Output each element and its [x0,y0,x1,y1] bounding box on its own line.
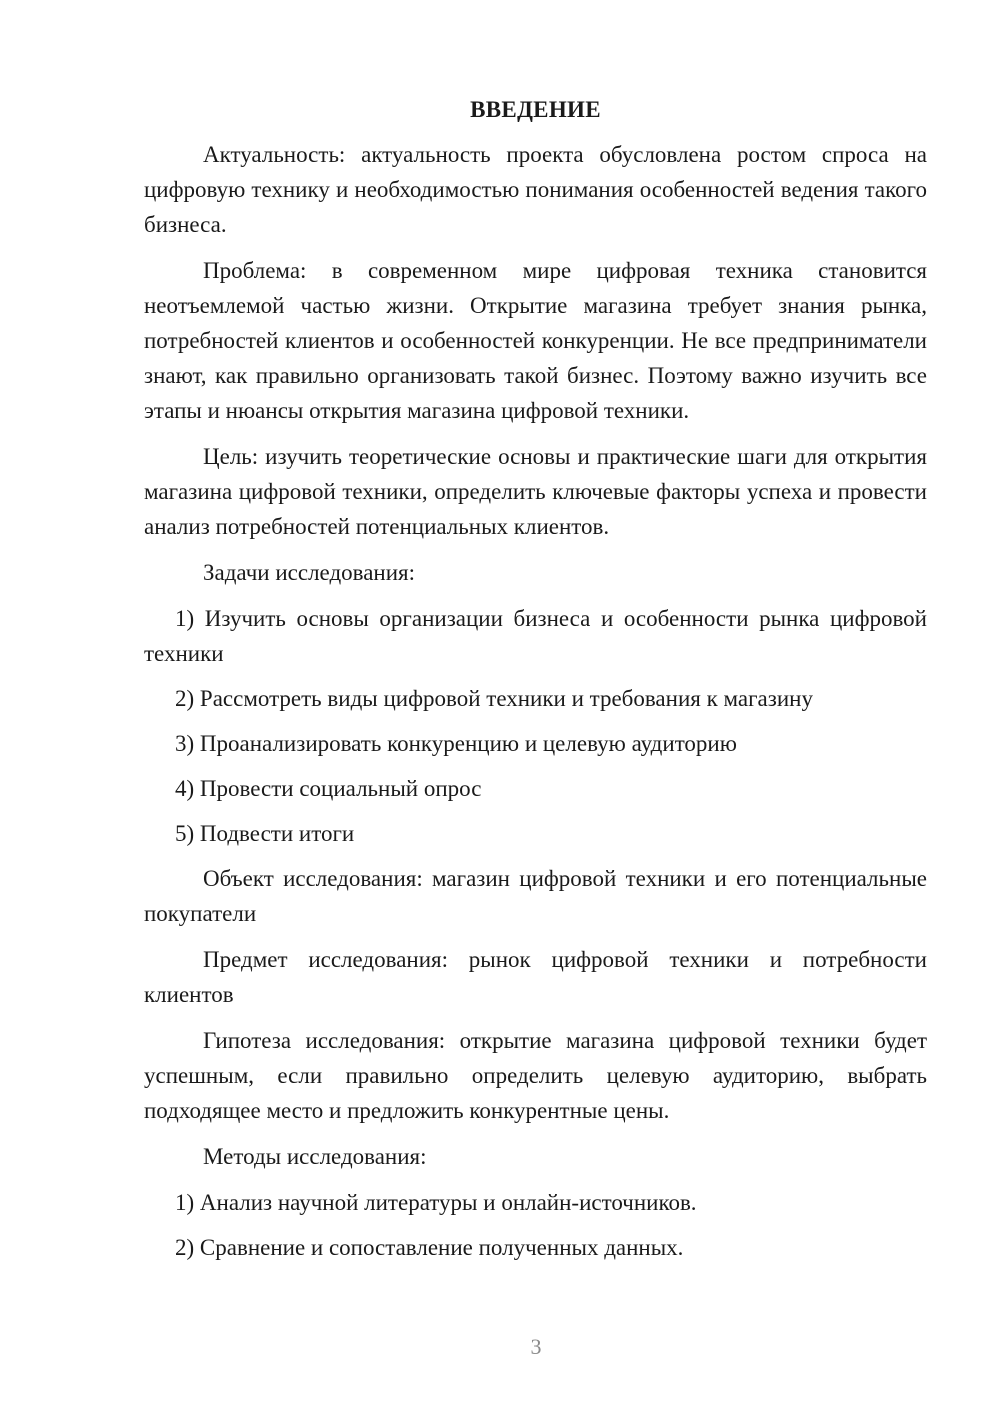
page-number: 3 [530,1334,542,1359]
relevance-paragraph: Актуальность: актуальность проекта обусловлена ростом спроса на цифровую технику и необходимостью понимания особенностей ведения такого бизнеса. [144,142,927,237]
method-item-1: 1) Анализ научной литературы и онлайн-источников. [175,1190,697,1215]
tasks-heading: Задачи исследования: [203,560,416,585]
task-item-1: 1) Изучить основы организации бизнеса и особенности рынка цифровой техники [144,606,927,666]
task-item-2: 2) Рассмотреть виды цифровой техники и требования к магазину [175,686,813,711]
subject-paragraph: Предмет исследования: рынок цифровой техники и потребности клиентов [144,947,927,1007]
problem-paragraph: Проблема: в современном мире цифровая техника становится неотъемлемой частью жизни. Открытие магазина требует знания рынка, потребностей клиентов и особенностей конкуренции. Не все предприниматели знают, как правильно организовать такой бизнес. Поэтому важно изучить все этапы и нюансы открытия магазина цифровой техники. [144,258,927,423]
method-item-2: 2) Сравнение и сопоставление полученных данных. [175,1235,684,1260]
section-title: ВВЕДЕНИЕ [470,97,601,122]
hypothesis-paragraph: Гипотеза исследования: открытие магазина цифровой техники будет успешным, если правильно определить целевую аудиторию, выбрать подходящее место и предложить конкурентные цены. [144,1028,927,1123]
page-content [144,92,927,1275]
methods-heading: Методы исследования: [203,1144,427,1169]
task-item-3: 3) Проанализировать конкуренцию и целевую аудиторию [175,731,737,756]
task-item-4: 4) Провести социальный опрос [175,776,482,801]
task-item-5: 5) Подвести итоги [175,821,355,846]
object-paragraph: Объект исследования: магазин цифровой техники и его потенциальные покупатели [144,866,927,926]
goal-paragraph: Цель: изучить теоретические основы и практические шаги для открытия магазина цифровой техники, определить ключевые факторы успеха и провести анализ потребностей потенциальных клиентов. [144,444,927,539]
